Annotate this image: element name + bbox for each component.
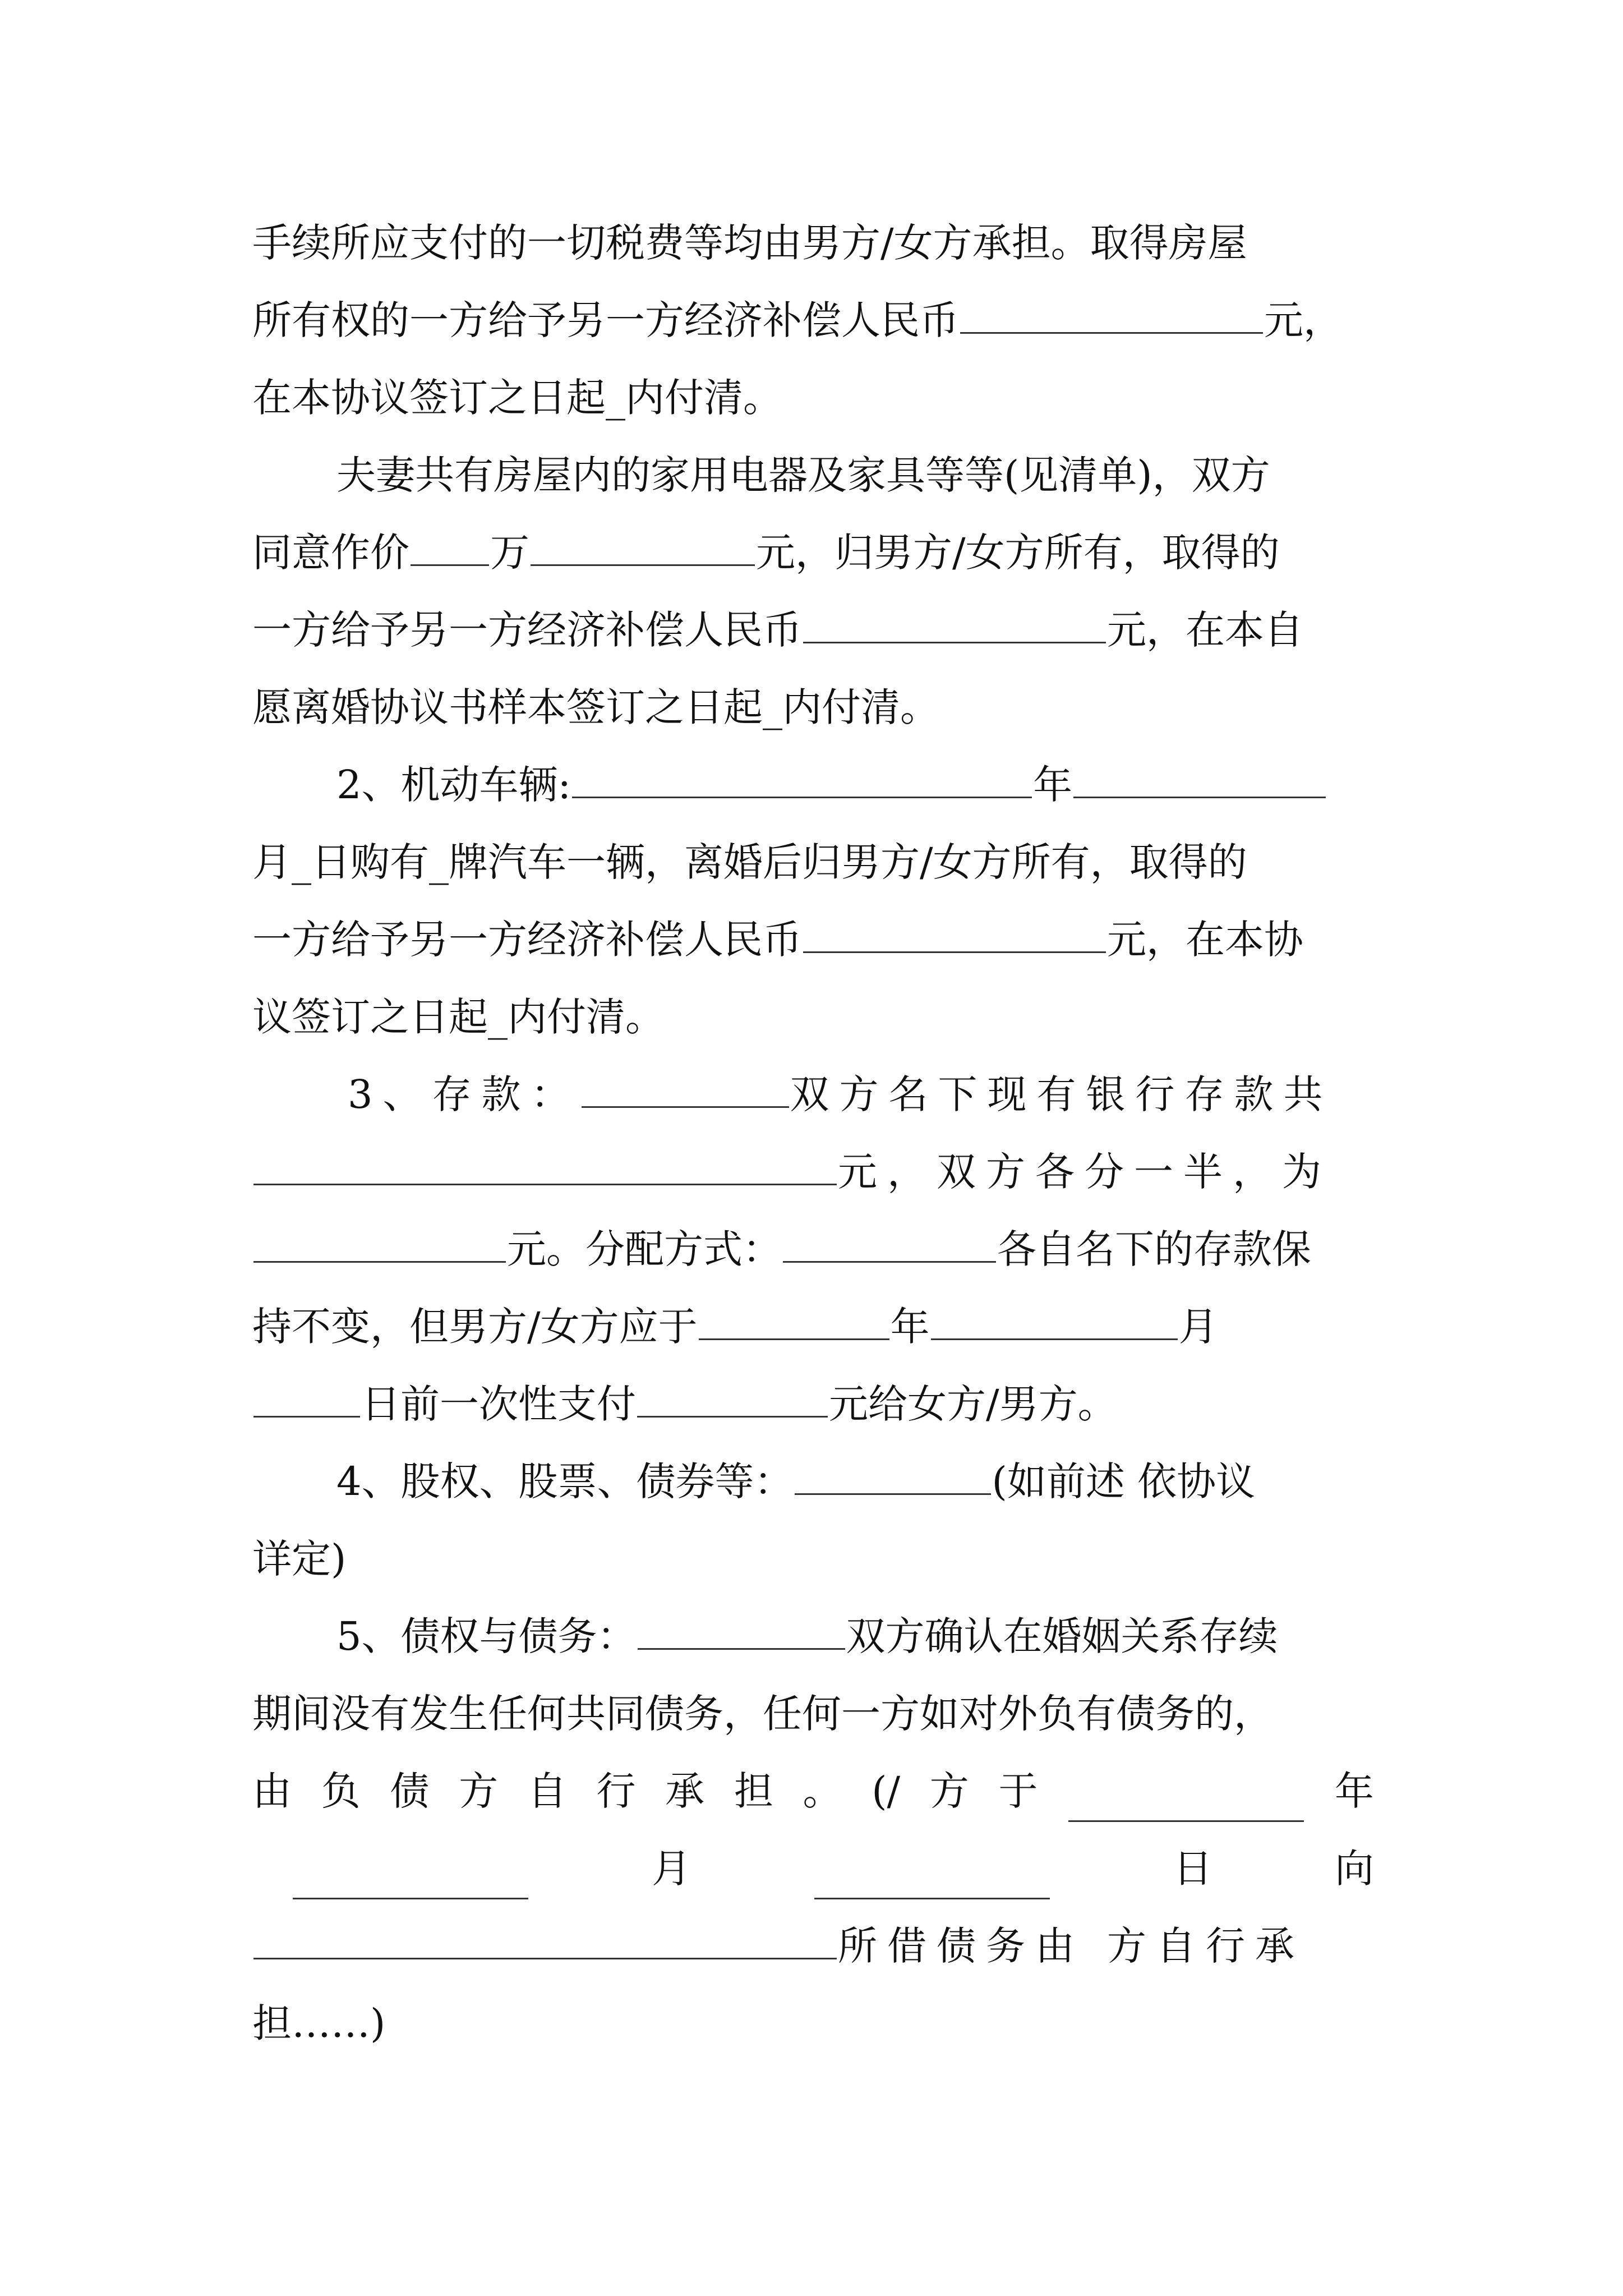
text-line xyxy=(252,909,1374,970)
text-segment: 担……) xyxy=(252,2000,386,2046)
text-segment: 方自行承 xyxy=(1107,1923,1304,1969)
fill-in-blank xyxy=(783,1226,996,1263)
text-segment: 在本协议签订之日起_内付清。 xyxy=(252,375,782,421)
text-segment: 手续所应支付的一切税费等均由男方/女方承担。取得房屋 xyxy=(252,220,1247,266)
text-segment: 担 xyxy=(734,1768,773,1814)
text-segment: 各自名下的存款保 xyxy=(997,1226,1311,1272)
text-line xyxy=(252,1528,1374,1590)
fill-in-blank xyxy=(1073,762,1326,798)
fill-in-blank xyxy=(960,297,1263,334)
text-segment: 方 xyxy=(459,1768,499,1814)
text-segment: 日 xyxy=(1173,1846,1212,1892)
text-line xyxy=(292,1838,1374,1899)
text-segment: 自 xyxy=(527,1768,567,1814)
text-segment: 月_日购有_牌汽车一辆，离婚后归男方/女方所有，取得的 xyxy=(252,839,1247,885)
text-segment: 方 xyxy=(929,1768,969,1814)
text-segment: 年 xyxy=(1033,762,1073,808)
text-line xyxy=(336,1451,1374,1512)
text-segment: 承 xyxy=(665,1768,705,1814)
text-segment: 行 xyxy=(596,1768,636,1814)
text-segment: 所借债务由 xyxy=(838,1923,1085,1969)
fill-in-blank xyxy=(803,917,1106,953)
text-segment: 元， xyxy=(1264,297,1343,343)
text-segment: 月 xyxy=(1178,1304,1218,1350)
fill-in-blank xyxy=(253,1226,506,1263)
text-segment: 愿离婚协议书样本签订之日起_内付清。 xyxy=(252,684,939,730)
text-line xyxy=(336,444,1374,506)
fill-in-blank xyxy=(795,1458,991,1495)
text-segment: 元，在本自 xyxy=(1107,607,1303,653)
text-line xyxy=(252,289,1374,351)
fill-in-blank xyxy=(582,1071,789,1108)
fill-in-blank xyxy=(253,1381,360,1418)
fill-in-blank xyxy=(1068,1786,1304,1822)
text-segment: 详定) xyxy=(252,1536,347,1582)
text-segment: 于 xyxy=(998,1768,1038,1814)
text-segment: 由 xyxy=(252,1768,292,1814)
text-segment: 。 xyxy=(803,1768,842,1814)
text-segment: 同意作价 xyxy=(252,530,409,576)
text-line xyxy=(252,1373,1374,1435)
text-line xyxy=(252,1760,1374,1822)
fill-in-blank xyxy=(253,1923,837,1959)
text-line xyxy=(348,1064,1385,1125)
text-segment: 向 xyxy=(1335,1846,1374,1892)
text-segment: 一方给予另一方经济补偿人民币 xyxy=(252,917,802,963)
text-line xyxy=(252,1683,1374,1745)
text-segment: 3、存款： xyxy=(348,1071,580,1117)
text-line xyxy=(252,1296,1374,1358)
fill-in-blank xyxy=(803,607,1106,643)
text-segment: 年 xyxy=(1334,1768,1374,1814)
text-segment: 夫妻共有房屋内的家用电器及家具等等(见清单)，双方 xyxy=(336,452,1270,498)
text-segment: 元。分配方式： xyxy=(507,1226,782,1272)
text-line xyxy=(252,677,1374,738)
text-line xyxy=(252,1993,1374,2054)
text-line xyxy=(336,754,1374,816)
text-segment: 元给女方/男方。 xyxy=(829,1381,1117,1427)
text-segment: 5、债权与债务： xyxy=(336,1613,637,1659)
text-segment: 年 xyxy=(890,1304,930,1350)
text-line xyxy=(252,986,1374,1048)
text-line xyxy=(252,1915,1374,1977)
fill-in-blank xyxy=(637,1381,828,1418)
text-segment: (如前述 依协议 xyxy=(992,1458,1256,1504)
text-line xyxy=(252,599,1374,661)
fill-in-blank xyxy=(293,1863,528,1899)
text-segment: 债 xyxy=(390,1768,430,1814)
text-segment: 月 xyxy=(652,1846,691,1892)
text-segment: 日前一次性支付 xyxy=(361,1381,636,1427)
text-line xyxy=(252,1141,1374,1203)
text-segment: 期间没有发生任何共同债务，任何一方如对外负有债务的， xyxy=(252,1691,1273,1737)
text-segment: 所有权的一方给予另一方经济补偿人民币 xyxy=(252,297,959,343)
text-segment: 元，双方各分一半，为 xyxy=(838,1149,1331,1195)
text-segment: 2、机动车辆: xyxy=(336,762,571,808)
text-segment: 议签订之日起_内付清。 xyxy=(252,994,665,1040)
fill-in-blank xyxy=(572,762,1032,798)
fill-in-blank xyxy=(931,1304,1178,1340)
fill-in-blank xyxy=(531,530,755,566)
text-line xyxy=(252,1218,1374,1280)
text-segment: 双方名下现有银行存款共 xyxy=(790,1071,1333,1117)
text-line xyxy=(336,1605,1374,1667)
fill-in-blank xyxy=(638,1613,845,1650)
text-segment: 持不变，但男方/女方应于 xyxy=(252,1304,698,1350)
text-segment: 一方给予另一方经济补偿人民币 xyxy=(252,607,802,653)
fill-in-blank xyxy=(699,1304,889,1340)
text-segment: 负 xyxy=(321,1768,361,1814)
text-segment: 元，在本协 xyxy=(1107,917,1303,963)
fill-in-blank xyxy=(253,1149,837,1185)
text-line xyxy=(252,367,1374,429)
text-line xyxy=(252,212,1374,274)
text-line xyxy=(252,831,1374,893)
text-segment: (/ xyxy=(872,1768,901,1814)
fill-in-blank xyxy=(411,530,489,566)
text-segment: 4、股权、股票、债券等： xyxy=(336,1458,794,1504)
text-line xyxy=(252,522,1374,583)
text-segment: 万 xyxy=(490,530,529,576)
text-segment: 双方确认在婚姻关系存续 xyxy=(846,1613,1278,1659)
fill-in-blank xyxy=(814,1863,1050,1899)
text-segment: 元，归男方/女方所有，取得的 xyxy=(756,530,1280,576)
